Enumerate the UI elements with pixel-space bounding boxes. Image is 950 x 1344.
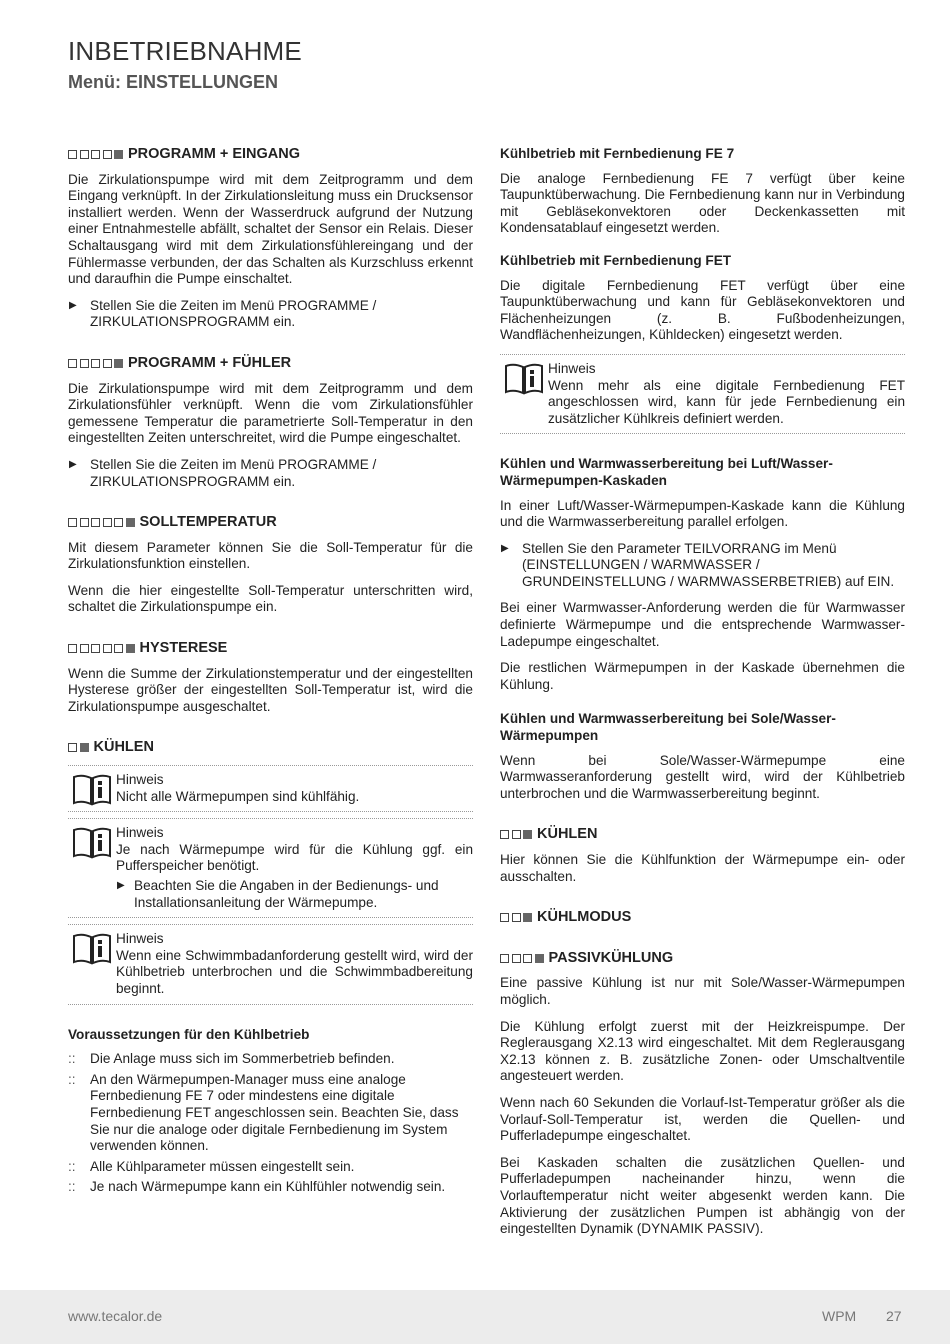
paragraph: Die Kühlung erfolgt zuerst mit der Heizkreispumpe. Der Reglerausgang X2.13 wird eingeschaltet. Mit dem Reglerausgang X2.13 können z. B. zusätzliche Zonen- oder Umschaltventile angesteuert werden. [500, 1018, 905, 1084]
section-heading: KÜHLMODUS [500, 909, 905, 926]
footer-url: www.tecalor.de [68, 1308, 163, 1324]
paragraph: In einer Luft/Wasser-Wärmepumpen-Kaskade kann die Kühlung und die Warmwasserbereitung parallel erfolgen. [500, 497, 905, 530]
paragraph: Wenn die hier eingestellte Soll-Temperatur unterschritten wird, schaltet die Zirkulationspumpe ein. [68, 582, 473, 615]
paragraph: Bei Kaskaden schalten die zusätzlichen Quellen- und Pufferladepumpen nacheinander hinzu, wenn die Vorlauftemperatur nicht weiter abgesenkt werden kann. Die Aktivierung der zusätzlichen Pumpen ist abhängig von der eingestellten Dynamik (DYNAMIK PASSIV). [500, 1154, 905, 1237]
list-item: :: Je nach Wärmepumpe kann ein Kühlfühler notwendig sein. [68, 1179, 473, 1196]
section-heading: PASSIVKÜHLUNG [500, 950, 905, 967]
note-box [68, 765, 473, 812]
paragraph: Mit diesem Parameter können Sie die Soll-Temperatur für die Zirkulationsfunktion einstellen. [68, 539, 473, 572]
note-title: Hinweis [548, 360, 596, 376]
info-book-icon [72, 773, 112, 807]
note-title: Hinweis [116, 772, 164, 788]
note-body: Je nach Wärmepumpe wird für die Kühlung ggf. ein Pufferspeicher benötigt. [116, 841, 473, 874]
paragraph: Bei einer Warmwasser-Anforderung werden die für Warmwasser definierte Wärmepumpe und die entsprechende Warmwasser-Ladepumpe eingeschaltet. [500, 600, 905, 649]
subsection-heading: Voraussetzungen für den Kühlbetrieb [68, 1026, 310, 1042]
paragraph: Die Zirkulationspumpe wird mit dem Zeitprogramm und dem Eingang verknüpft. In der Zirkulationsleitung muss ein Drucksensor installiert werden. Wenn der Wasserdruck aufgrund der Nutzung einer Entnahmestelle abfällt, schaltet der Sensor ein Relais. Dieser Schaltausgang wird mit dem Zirkulationsfühlereingang und der Fühlermasse verbunden, der das Schalten als Kurzschluss erkennt und daraufhin die Pumpe einschaltet. [68, 171, 473, 287]
right-column [500, 146, 905, 1248]
section-heading: KÜHLEN [500, 826, 905, 843]
paragraph: Die digitale Fernbedienung FET verfügt über eine Taupunktüberwachung und kann für Gebläsekonvektoren und Flächenheizungen (z. B. Fußbodenheizungen, Wandflächenheizungen, Kühldecken) eingesetzt werden. [500, 277, 905, 343]
note-box [500, 354, 905, 434]
subsection-heading: Kühlen und Warmwasserbereitung bei Luft/Wasser-Wärmepumpen-Kaskaden [500, 456, 833, 488]
section-heading: HYSTERESE [68, 640, 473, 657]
note-body: Wenn mehr als eine digitale Fernbedienung FET angeschlossen wird, kann für jede Fernbedienung ein zusätzlicher Kühlkreis definiert werden. [548, 377, 905, 426]
list-item: :: An den Wärmepumpen-Manager muss eine analoge Fernbedienung FE 7 oder mindestens eine digitale Fernbedienung FET angeschlossen sein. Beachten Sie, dass Sie nur die analoge oder digitale Fernbedienung im System verwenden können. [68, 1072, 473, 1155]
paragraph: Wenn nach 60 Sekunden die Vorlauf-Ist-Temperatur größer als die Vorlauf-Soll-Temperatur ist, werden die Quellen- und Pufferladepumpe eingeschaltet. [500, 1094, 905, 1144]
paragraph: Wenn bei Sole/Wasser-Wärmepumpe eine Warmwasseranforderung gestellt wird, wird der Kühlbetrieb unterbrochen und die Warmwasserbereitung beginnt. [500, 752, 905, 801]
info-book-icon [72, 826, 112, 860]
section-heading: KÜHLEN [68, 739, 473, 756]
note-title: Hinweis [116, 931, 164, 947]
note-box [68, 924, 473, 1004]
page-subtitle: Menü: EINSTELLUNGEN [68, 72, 278, 92]
instruction-item: ▶ Beachten Sie die Angaben in der Bedienungs- und Installationsanleitung der Wärmepumpe. [116, 878, 473, 911]
section-heading: PROGRAMM + EINGANG [68, 146, 473, 163]
instruction-item: ▶ Stellen Sie die Zeiten im Menü PROGRAMME / ZIRKULATIONSPROGRAMM ein. [68, 298, 473, 331]
page-number: 27 [886, 1308, 902, 1324]
paragraph: Wenn die Summe der Zirkulationstemperatur und der eingestellten Hysterese größer der eingestellten Soll-Temperatur ist, wird die Zirkulationspumpe ausgeschaltet. [68, 665, 473, 714]
note-body: Wenn eine Schwimmbadanforderung gestellt wird, wird der Kühlbetrieb unterbrochen und die Schwimmbadbereitung beginnt. [116, 947, 473, 996]
footer-product: WPM [822, 1308, 857, 1324]
paragraph: Eine passive Kühlung ist nur mit Sole/Wasser-Wärmepumpen möglich. [500, 975, 905, 1007]
page-footer [0, 1290, 950, 1344]
info-book-icon [504, 362, 544, 396]
note-box [68, 818, 473, 918]
subsection-heading: Kühlen und Warmwasserbereitung bei Sole/Wasser-Wärmepumpen [500, 711, 836, 744]
list-item: :: Alle Kühlparameter müssen eingestellt sein. [68, 1159, 473, 1176]
subsection-heading: Kühlbetrieb mit Fernbedienung FE 7 [500, 146, 735, 161]
section-heading: PROGRAMM + FÜHLER [68, 355, 473, 372]
section-heading: SOLLTEMPERATUR [68, 514, 473, 531]
paragraph: Hier können Sie die Kühlfunktion der Wärmepumpe ein- oder ausschalten. [500, 852, 905, 884]
info-book-icon [72, 932, 112, 966]
list-item: :: Die Anlage muss sich im Sommerbetrieb befinden. [68, 1051, 473, 1068]
note-body: Nicht alle Wärmepumpen sind kühlfähig. [116, 788, 360, 804]
subsection-heading: Kühlbetrieb mit Fernbedienung FET [500, 252, 732, 268]
left-column [68, 146, 473, 1200]
page-title: INBETRIEBNAHME [68, 36, 302, 66]
instruction-item: ▶ Stellen Sie die Zeiten im Menü PROGRAMME / ZIRKULATIONSPROGRAMM ein. [68, 457, 473, 490]
note-title: Hinweis [116, 825, 164, 841]
paragraph: Die restlichen Wärmepumpen in der Kaskade übernehmen die Kühlung. [500, 660, 905, 692]
instruction-item: ▶ Stellen Sie den Parameter TEILVORRANG im Menü (EINSTELLUNGEN / WARMWASSER / GRUNDEINSTELLUNG / WARMWASSERBETRIEB) auf EIN. [500, 541, 905, 591]
paragraph: Die Zirkulationspumpe wird mit dem Zeitprogramm und dem Zirkulationsfühler verknüpft. Wenn die vom Zirkulationsfühler gemessene Temperatur die parametrierte Soll-Temperatur in den eingestellten Zeiten unterschreitet, wird die Pumpe eingeschaltet. [68, 380, 473, 446]
paragraph: Die analoge Fernbedienung FE 7 verfügt über keine Taupunktüberwachung. Die Fernbedienung kann nur in Verbindung mit Gebläsekonvektoren oder Deckenkassetten mit Kondensatablauf eingesetzt werden. [500, 170, 905, 236]
